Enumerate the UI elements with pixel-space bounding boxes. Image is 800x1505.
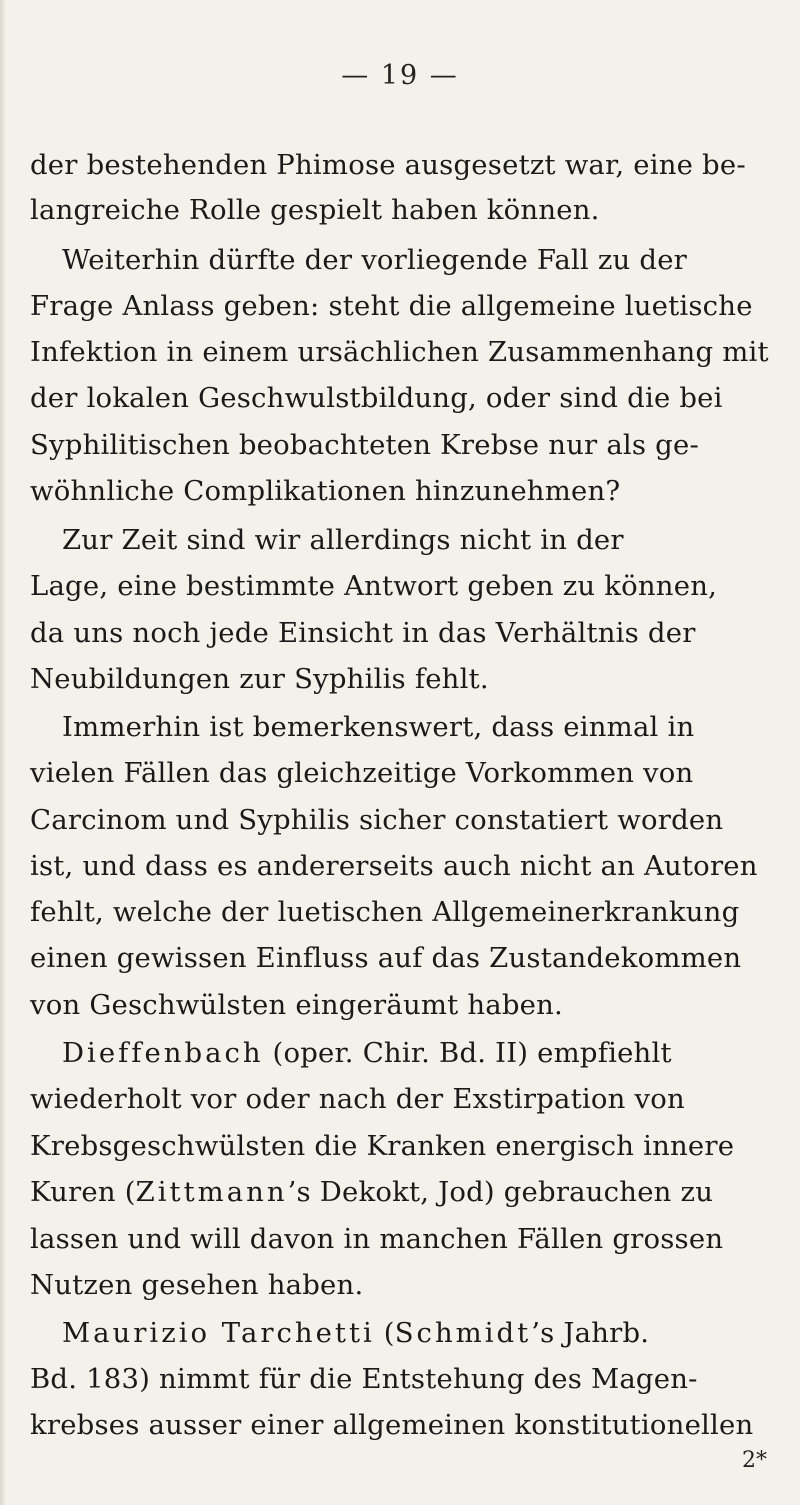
- author-name-schmidt: Schmidt: [394, 1317, 532, 1349]
- text-line: Nutzen gesehen haben.: [30, 1269, 364, 1301]
- text-line: Syphilitischen beobachteten Krebse nur als ge-: [30, 429, 699, 461]
- text-span: (: [374, 1317, 395, 1349]
- text-line: der bestehenden Phimose ausgesetzt war, eine be-: [30, 149, 746, 181]
- text-line: wiederholt vor oder nach der Exstirpation von: [30, 1083, 685, 1115]
- author-name-maurizio-tarchetti: Maurizio Tarchetti: [62, 1317, 375, 1349]
- text-span: ’s Jahrb.: [531, 1317, 650, 1349]
- author-name-zittmann: Zittmann: [135, 1176, 288, 1208]
- text-line: Neubildungen zur Syphilis fehlt.: [30, 663, 489, 695]
- text-line: Immerhin ist bemerkenswert, dass einmal in: [62, 711, 695, 743]
- text-span: ’s Dekokt, Jod) gebrauchen zu: [287, 1176, 714, 1208]
- text-line: krebses ausser einer allgemeinen konstitutionellen: [30, 1409, 754, 1441]
- text-line: Carcinom und Syphilis sicher constatiert worden: [30, 804, 724, 836]
- page-number: — 19 —: [341, 60, 459, 91]
- text-span: (oper. Chir. Bd. II) empfiehlt: [263, 1037, 672, 1069]
- text-line: Frage Anlass geben: steht die allgemeine luetische: [30, 290, 753, 322]
- text-line: lassen und will davon in manchen Fällen grossen: [30, 1223, 724, 1255]
- text-line: ist, und dass es andererseits auch nicht an Autoren: [30, 850, 758, 882]
- text-span: Kuren (: [30, 1176, 136, 1208]
- text-line: wöhnliche Complikationen hinzunehmen?: [30, 475, 621, 507]
- text-line-zittmann: [30, 1176, 714, 1208]
- text-line: vielen Fällen das gleichzeitige Vorkommen von: [30, 757, 694, 789]
- text-line: fehlt, welche der luetischen Allgemeinerkrankung: [30, 896, 740, 928]
- text-line: Bd. 183) nimmt für die Entstehung des Magen-: [30, 1363, 698, 1395]
- author-name-dieffenbach: Dieffenbach: [62, 1037, 264, 1069]
- scan-edge-shadow: [0, 0, 6, 1505]
- text-line-maurizio: [62, 1317, 650, 1349]
- text-line: Infektion in einem ursächlichen Zusammenhang mit: [30, 336, 769, 368]
- text-line: einen gewissen Einfluss auf das Zustandekommen: [30, 942, 742, 974]
- text-line: Weiterhin dürfte der vorliegende Fall zu der: [62, 244, 688, 276]
- text-line: langreiche Rolle gespielt haben können.: [30, 194, 600, 226]
- text-line-dieffenbach: [62, 1037, 672, 1069]
- signature-mark: 2*: [742, 1448, 767, 1473]
- text-line: der lokalen Geschwulstbildung, oder sind die bei: [30, 382, 723, 414]
- text-line: Zur Zeit sind wir allerdings nicht in der: [62, 524, 624, 556]
- text-line: da uns noch jede Einsicht in das Verhältnis der: [30, 617, 696, 649]
- text-line: Lage, eine bestimmte Antwort geben zu können,: [30, 570, 718, 602]
- text-line: Krebsgeschwülsten die Kranken energisch innere: [30, 1130, 735, 1162]
- text-line: von Geschwülsten eingeräumt haben.: [30, 989, 563, 1021]
